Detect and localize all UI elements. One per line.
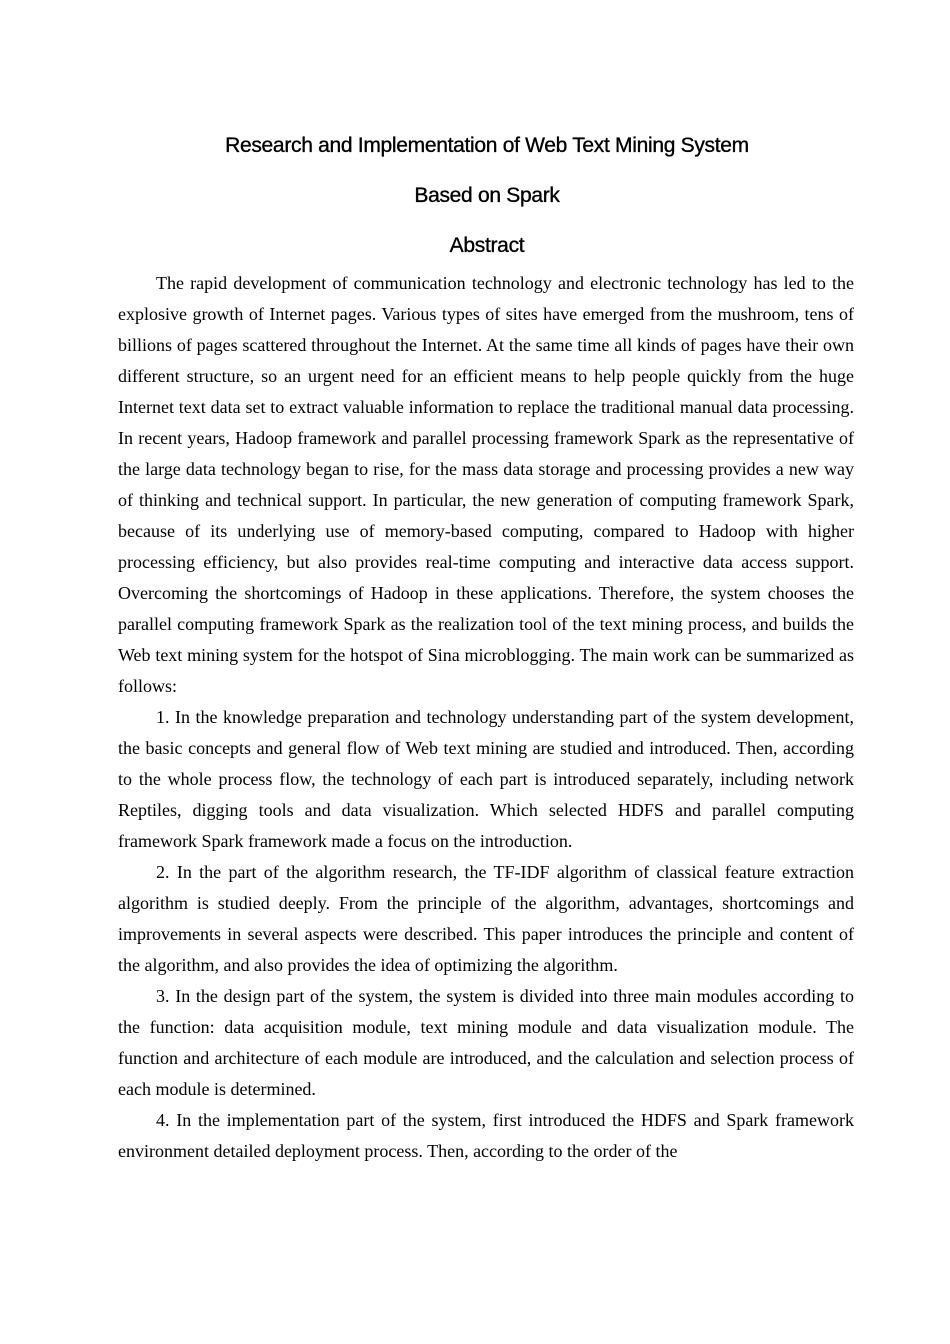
abstract-paragraph-item-4: 4. In the implementation part of the system, first introduced the HDFS and Spark framework environment detailed deployment process. Then, according to the order of the — [118, 1110, 854, 1161]
abstract-paragraph-intro: The rapid development of communication technology and electronic technology has led to the explosive growth of Internet pages. Various types of sites have emerged from the mushroom, tens of billions of pages scattered throughout the Internet. At the same time all kinds of pages have their own different structure, so an urgent need for an efficient means to help people quickly from the huge Internet text data set to extract valuable information to replace the traditional manual data processing. In recent years, Hadoop framework and parallel processing framework Spark as the representative of the large data technology began to rise, for the mass data storage and processing provides a new way of thinking and technical support. In particular, the new generation of computing framework Spark, because of its underlying use of memory-based computing, compared to Hadoop with higher processing efficiency, but also provides real-time computing and interactive data access support. Overcoming the shortcomings of Hadoop in these applications. Therefore, the system chooses the parallel computing framework Spark as the realization tool of the text mining process, and builds the Web text mining system for the hotspot of Sina microblogging. The main work can be summarized as follows: — [118, 273, 854, 696]
abstract-paragraph-item-3: 3. In the design part of the system, the system is divided into three main modules according to the function: data acquisition module, text mining module and data visualization module. The function and architecture of each module are introduced, and the calculation and selection process of each module is determined. — [118, 986, 854, 1099]
abstract-paragraph-item-1: 1. In the knowledge preparation and technology understanding part of the system development, the basic concepts and general flow of Web text mining are studied and introduced. Then, according to the whole process flow, the technology of each part is introduced separately, including network Reptiles, digging tools and data visualization. Which selected HDFS and parallel computing framework Spark framework made a focus on the introduction. — [118, 707, 854, 851]
abstract-heading: Abstract — [449, 234, 525, 257]
abstract-paragraph-item-2: 2. In the part of the algorithm research, the TF-IDF algorithm of classical feature extraction algorithm is studied deeply. From the principle of the algorithm, advantages, shortcomings and improvements in several aspects were described. This paper introduces the principle and content of the algorithm, and also provides the idea of optimizing the algorithm. — [118, 862, 854, 975]
abstract-body — [118, 268, 854, 1167]
paper-title-line-1: Research and Implementation of Web Text Mining System — [225, 134, 749, 157]
paper-title-line-2: Based on Spark — [414, 184, 560, 207]
